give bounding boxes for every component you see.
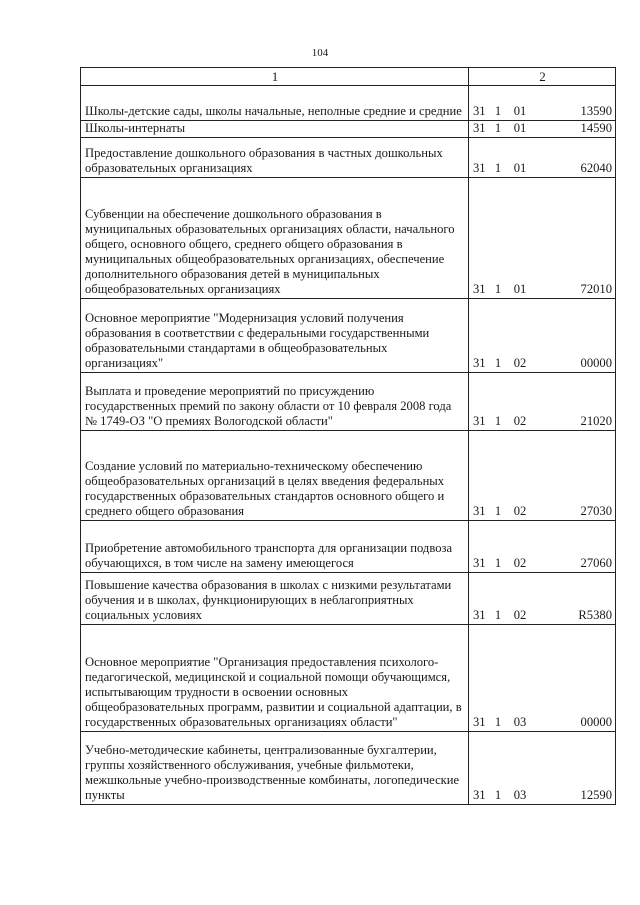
table-row: [81, 86, 616, 121]
row-description: [81, 732, 469, 805]
table-row: [81, 521, 616, 573]
code-subprogram: 1: [494, 104, 502, 118]
code-subprogram: 1: [494, 414, 502, 428]
row-text: Школы-детские сады, школы начальные, неполные средние и средние: [85, 104, 462, 118]
code-program: 31: [473, 715, 486, 729]
code-activity: 03: [513, 788, 527, 802]
code-subprogram: 1: [494, 556, 502, 570]
code-program: 31: [473, 414, 486, 428]
row-text: Школы-интернаты: [85, 121, 186, 135]
code-activity: 02: [513, 556, 527, 570]
code-subprogram: 1: [494, 282, 502, 296]
row-description: [81, 178, 469, 299]
row-description: [81, 86, 469, 121]
row-code: [469, 138, 616, 178]
code-direction: 21020: [580, 414, 612, 428]
code-program: 31: [473, 282, 486, 296]
code-direction: 00000: [580, 715, 612, 729]
header-column-1: 1: [81, 68, 469, 86]
code-program: 31: [473, 121, 486, 135]
row-description: [81, 138, 469, 178]
code-subprogram: 1: [494, 788, 502, 802]
code-program: 31: [473, 556, 486, 570]
code-activity: 01: [513, 282, 527, 296]
code-program: 31: [473, 356, 486, 370]
code-program: 31: [473, 504, 486, 518]
row-code: [469, 573, 616, 625]
code-direction: 62040: [580, 161, 612, 175]
code-subprogram: 1: [494, 121, 502, 135]
code-direction: 13590: [580, 104, 612, 118]
code-direction: 72010: [580, 282, 612, 296]
code-program: 31: [473, 104, 486, 118]
row-description: [81, 431, 469, 521]
row-code: [469, 178, 616, 299]
row-text: Создание условий по материально-техническому обеспечению общеобразовательных организаций в целях введения федеральных государственных образовательных стандартов основного общего и среднего общего образования: [85, 459, 445, 518]
row-text: Основное мероприятие "Организация предоставления психолого-педагогической, медицинской и социальной помощи обучающимся, испытывающим трудности в освоении основных общеобразовательных программ, развитии и социальной адаптации, в государственных образовательных организациях области": [85, 655, 462, 729]
row-code: [469, 121, 616, 138]
row-text: Учебно-методические кабинеты, централизованные бухгалтерии, группы хозяйственного обслуживания, учебные фильмотеки, межшкольные учебно-производственные комбинаты, логопедические пункты: [85, 743, 460, 802]
row-code: [469, 625, 616, 732]
row-code: [469, 732, 616, 805]
table-row: [81, 573, 616, 625]
code-subprogram: 1: [494, 504, 502, 518]
page-number: 104: [311, 47, 329, 59]
code-activity: 02: [513, 504, 527, 518]
code-direction: 27060: [580, 556, 612, 570]
row-text: Основное мероприятие "Модернизация условий получения образования в соответствии с федеральными государственными образовательными стандартами в общеобразовательных организациях": [85, 311, 430, 370]
row-code: [469, 86, 616, 121]
code-program: 31: [473, 788, 486, 802]
code-activity: 02: [513, 608, 527, 622]
row-description: [81, 573, 469, 625]
code-activity: 03: [513, 715, 527, 729]
code-activity: 02: [513, 414, 527, 428]
row-description: [81, 521, 469, 573]
table-header-row: [81, 68, 616, 86]
header-column-2: 2: [469, 68, 616, 86]
code-direction: 27030: [580, 504, 612, 518]
row-description: [81, 299, 469, 373]
code-subprogram: 1: [494, 715, 502, 729]
table-row: [81, 121, 616, 138]
code-direction: R5380: [578, 608, 612, 622]
row-code: [469, 373, 616, 431]
row-code: [469, 521, 616, 573]
row-code: [469, 299, 616, 373]
row-code: [469, 431, 616, 521]
table-row: [81, 299, 616, 373]
row-description: [81, 121, 469, 138]
code-activity: 02: [513, 356, 527, 370]
code-activity: 01: [513, 104, 527, 118]
code-subprogram: 1: [494, 356, 502, 370]
table-row: [81, 373, 616, 431]
code-subprogram: 1: [494, 608, 502, 622]
row-description: [81, 625, 469, 732]
table-row: [81, 138, 616, 178]
row-text: Субвенции на обеспечение дошкольного образования в муниципальных образовательных организациях области, начального общего, основного общего, среднего общего образования в муниципальных общеобразовательных организациях, обеспечение дополнительного образования детей в муниципальных общеобразовательных организациях: [85, 207, 455, 296]
row-description: [81, 373, 469, 431]
code-activity: 01: [513, 161, 527, 175]
budget-classification-table: [80, 67, 616, 805]
code-direction: 14590: [580, 121, 612, 135]
row-text: Выплата и проведение мероприятий по присуждению государственных премий по закону области от 10 февраля 2008 года № 1749-ОЗ "О премиях Вологодской области": [85, 384, 452, 428]
code-direction: 12590: [580, 788, 612, 802]
table-row: [81, 431, 616, 521]
code-program: 31: [473, 161, 486, 175]
code-direction: 00000: [580, 356, 612, 370]
row-text: Приобретение автомобильного транспорта для организации подвоза обучающихся, в том числе на замену имеющегося: [85, 541, 453, 570]
table-row: [81, 625, 616, 732]
code-subprogram: 1: [494, 161, 502, 175]
code-program: 31: [473, 608, 486, 622]
table-row: [81, 732, 616, 805]
code-activity: 01: [513, 121, 527, 135]
row-text: Повышение качества образования в школах с низкими результатами обучения и в школах, функционирующих в неблагоприятных социальных условиях: [85, 578, 452, 622]
table-row: [81, 178, 616, 299]
row-text: Предоставление дошкольного образования в частных дошкольных образовательных организациях: [85, 146, 443, 175]
